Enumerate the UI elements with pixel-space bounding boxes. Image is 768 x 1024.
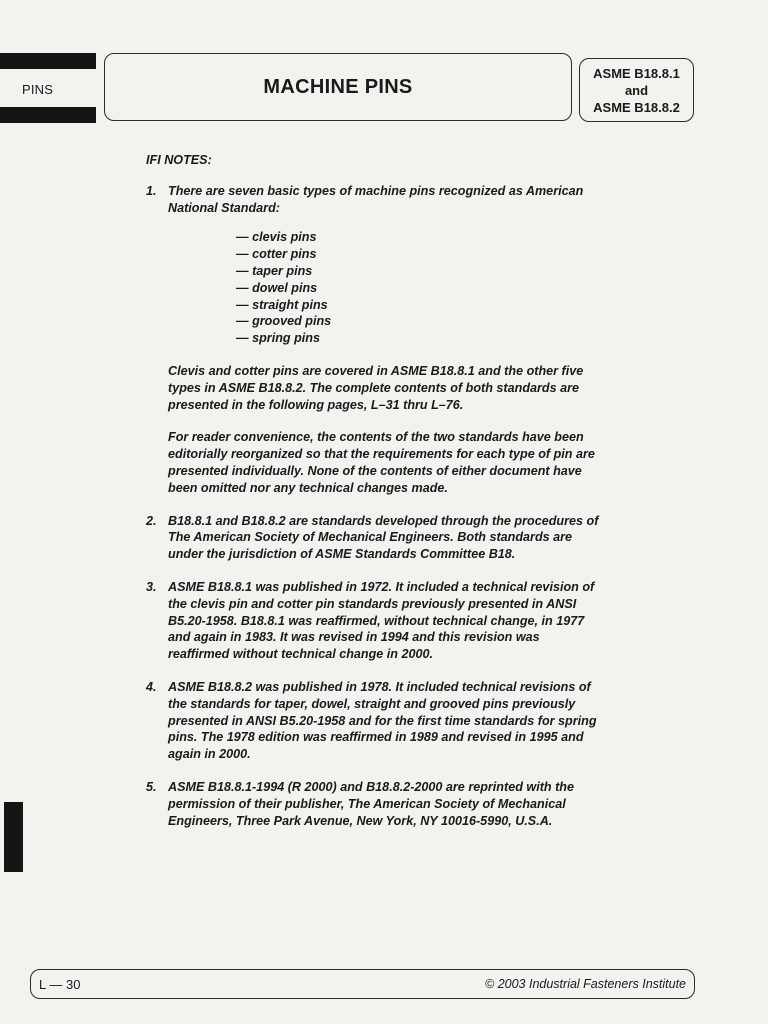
note-number: 4. — [146, 679, 157, 694]
list-item: — clevis pins — [236, 230, 317, 245]
pin-type-list — [236, 229, 602, 347]
copyright: © 2003 Industrial Fasteners Institute — [485, 977, 686, 991]
standard-line-1: ASME B18.8.1 — [593, 65, 680, 81]
list-item: — cotter pins — [236, 247, 317, 262]
list-item: — straight pins — [236, 297, 328, 312]
note-text: B18.8.1 and B18.8.2 are standards developed through the procedures of The American Society of Mechanical Engineers. Both standards are under the jurisdiction of ASME Standards Committee B18. — [168, 513, 599, 562]
note-number: 5. — [146, 779, 157, 794]
note-text: ASME B18.8.1-1994 (R 2000) and B18.8.2-2000 are reprinted with the permission of their publisher, The American Society of Mechanical Engineers, Three Park Avenue, New York, NY 10016-5990, U.S.A. — [168, 779, 574, 828]
note-1 — [146, 183, 602, 497]
title-box — [104, 53, 572, 121]
notes-content — [146, 152, 602, 845]
standard-line-3: ASME B18.8.2 — [593, 99, 680, 115]
footer-box — [30, 969, 695, 999]
section-label: PINS — [22, 82, 54, 97]
list-item: — dowel pins — [236, 280, 318, 295]
note-text: ASME B18.8.2 was published in 1978. It included technical revisions of the standards for taper, dowel, straight and grooved pins previously presented in ANSI B5.20-1958 and for the first time standards for spring pins. The 1978 edition was reaffirmed in 1989 and revised in 1995 and again in 2000. — [168, 679, 597, 762]
note-number: 2. — [146, 513, 157, 528]
side-index-tab — [4, 802, 23, 872]
list-item: — spring pins — [236, 331, 320, 346]
note-text: There are seven basic types of machine pins recognized as American National Standard: — [168, 183, 584, 215]
list-item: — grooved pins — [236, 314, 332, 329]
standard-line-2: and — [624, 82, 649, 98]
standards-box — [579, 58, 694, 122]
note-text: ASME B18.8.1 was published in 1972. It included a technical revision of the clevis pin and cotter pin standards previously presented in ANSI B5.20-1958. B18.8.1 was reaffirmed, without technical change, in 1977 and again in 1983. It was revised in 1994 and this revision was reaffirmed without technical change in 2000. — [168, 579, 595, 662]
note-2 — [146, 513, 602, 563]
page-number: L — 30 — [39, 976, 81, 992]
page-title: MACHINE PINS — [263, 75, 413, 98]
note-number: 3. — [146, 579, 157, 594]
note-4 — [146, 679, 602, 763]
note-5 — [146, 779, 602, 829]
header-bar-bottom — [0, 107, 96, 123]
note-paragraph: Clevis and cotter pins are covered in ASME B18.8.1 and the other five types in ASME B18.8.2. The complete contents of both standards are presented in the following pages, L–31 thru L–76. — [168, 363, 584, 412]
header-bar-top — [0, 53, 96, 69]
note-3 — [146, 579, 602, 663]
notes-heading: IFI NOTES: — [146, 153, 212, 167]
note-number: 1. — [146, 183, 157, 198]
note-paragraph: For reader convenience, the contents of the two standards have been editorially reorganized so that the requirements for each type of pin are presented individually. None of the contents of either document have been omitted nor any technical changes made. — [168, 430, 595, 495]
list-item: — taper pins — [236, 263, 313, 278]
